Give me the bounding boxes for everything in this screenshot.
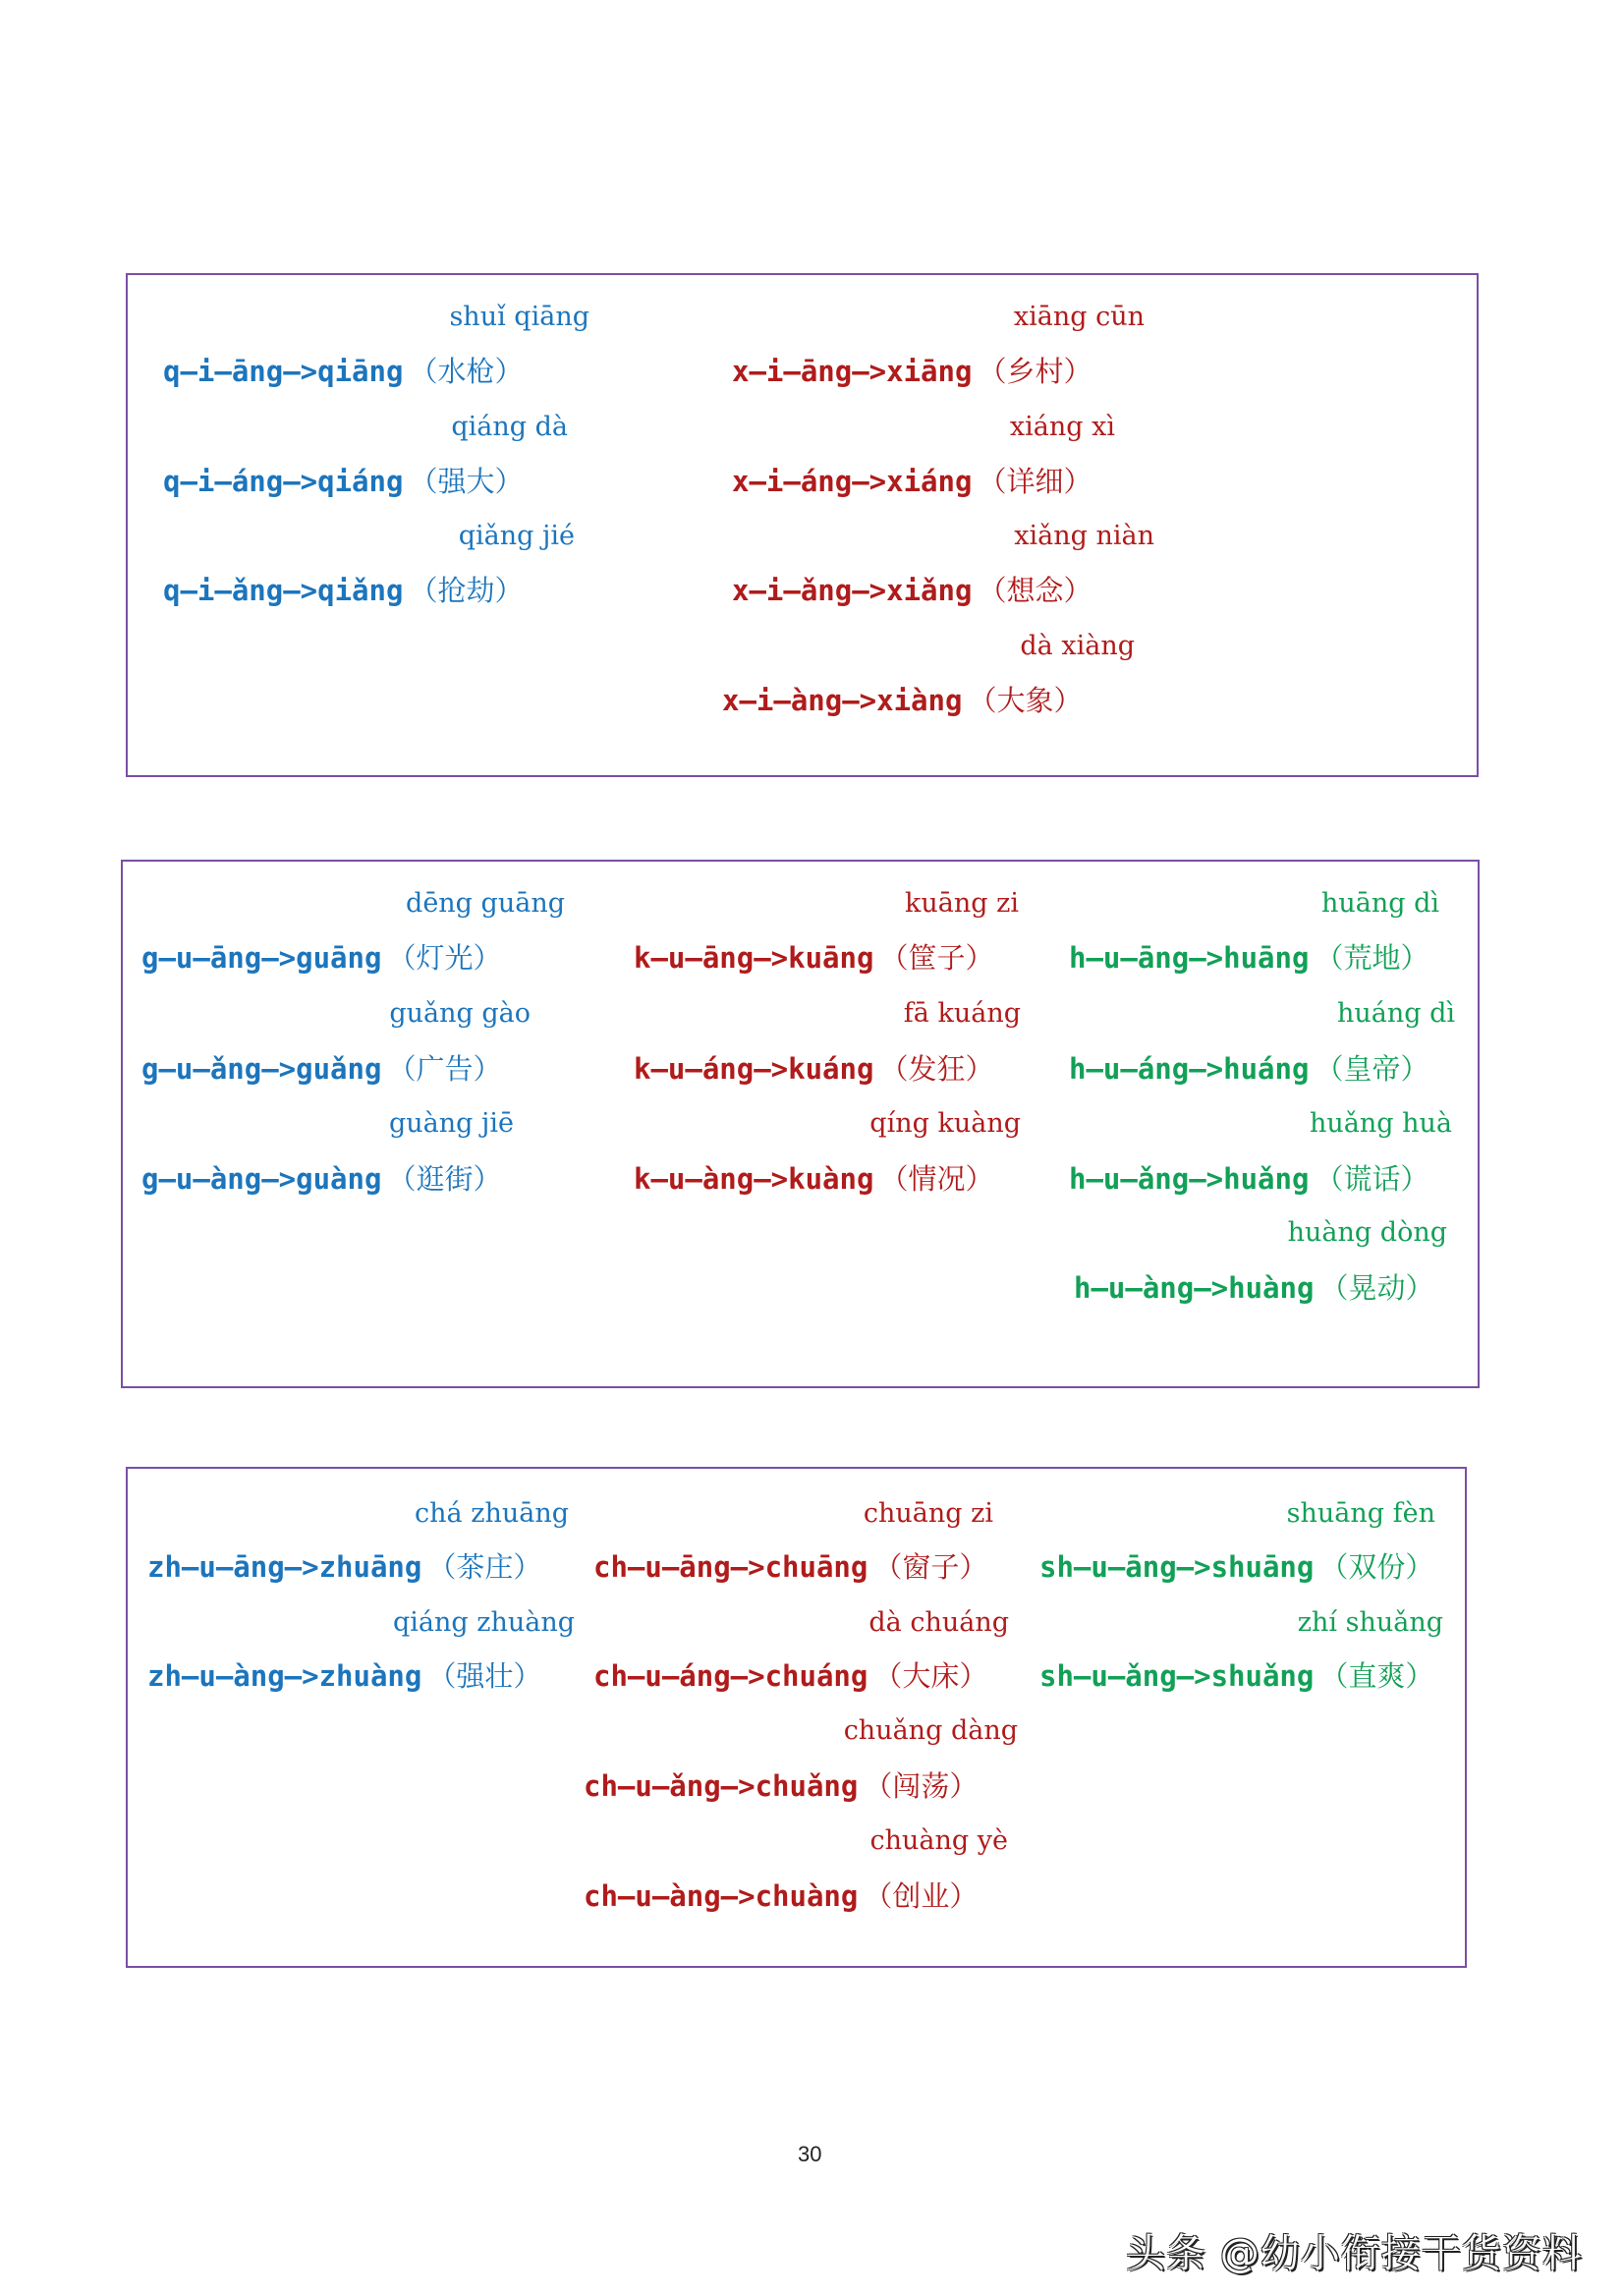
formula-text: h—u—ǎng—>huǎng (1069, 1162, 1310, 1196)
formula-text: q—i—áng—>qiáng (163, 465, 404, 498)
spelling-formula (147, 1549, 541, 1585)
pinyin-label: xiāng cūn (1013, 302, 1145, 332)
chinese-word: （荒地） (1315, 941, 1429, 975)
chinese-word: （谎话） (1315, 1162, 1429, 1196)
chinese-word: （大象） (968, 684, 1083, 717)
spelling-formula (732, 464, 1092, 499)
spelling-formula (163, 464, 523, 499)
spelling-formula (141, 1161, 501, 1197)
pinyin-label: shuǐ qiāng (449, 302, 589, 332)
formula-text: sh—u—ǎng—>shuǎng (1039, 1659, 1315, 1693)
spelling-formula (163, 354, 523, 389)
spelling-formula (634, 1051, 993, 1087)
chinese-word: （详细） (978, 465, 1092, 498)
pinyin-label: huáng dì (1336, 998, 1455, 1029)
spelling-formula (732, 354, 1092, 389)
formula-text: k—u—āng—>kuāng (634, 941, 874, 975)
watermark: 头条 @幼小衔接干货资料 (1126, 2231, 1583, 2276)
pinyin-label: xiáng xì (1009, 412, 1115, 442)
spelling-formula (1069, 1051, 1428, 1087)
chinese-word: （皇帝） (1315, 1052, 1429, 1086)
pinyin-label: guàng jiē (388, 1108, 514, 1139)
chinese-word: （想念） (978, 574, 1092, 607)
formula-text: x—i—āng—>xiāng (732, 355, 973, 388)
chinese-word: （强大） (409, 465, 524, 498)
formula-text: q—i—āng—>qiāng (163, 355, 404, 388)
spelling-formula (141, 940, 501, 976)
pinyin-label: chuāng zi (863, 1498, 993, 1529)
spelling-formula (732, 573, 1092, 608)
pinyin-label: qiáng dà (451, 412, 568, 442)
pinyin-label: huāng dì (1320, 888, 1439, 919)
pinyin-label: chuàng yè (869, 1825, 1008, 1856)
chinese-word: （抢劫） (409, 574, 524, 607)
page-number: 30 (798, 2142, 822, 2166)
pinyin-label: chá zhuāng (415, 1498, 569, 1529)
formula-text: h—u—áng—>huáng (1069, 1052, 1310, 1086)
chinese-word: （乡村） (978, 355, 1092, 388)
pinyin-label: xiǎng niàn (1014, 521, 1154, 551)
pinyin-label: qíng kuàng (869, 1108, 1021, 1139)
chinese-word: （闯荡） (864, 1769, 979, 1803)
pinyin-label: huǎng huà (1309, 1108, 1452, 1139)
formula-text: k—u—àng—>kuàng (634, 1162, 874, 1196)
chinese-word: （灯光） (387, 941, 502, 975)
chinese-word: （晃动） (1319, 1271, 1434, 1305)
formula-text: k—u—áng—>kuáng (634, 1052, 874, 1086)
spelling-formula (141, 1051, 501, 1087)
spelling-formula (1069, 940, 1428, 976)
formula-text: sh—u—āng—>shuāng (1039, 1550, 1315, 1584)
formula-text: g—u—ǎng—>guǎng (141, 1052, 382, 1086)
chinese-word: （双份） (1319, 1550, 1434, 1584)
pinyin-label: guǎng gào (389, 998, 531, 1029)
formula-text: ch—u—áng—>chuáng (593, 1659, 868, 1693)
spelling-formula (147, 1658, 541, 1694)
formula-text: zh—u—àng—>zhuàng (147, 1659, 422, 1693)
pinyin-label: fā kuáng (903, 998, 1021, 1029)
chinese-word: （发狂） (879, 1052, 994, 1086)
spelling-formula (722, 683, 1082, 718)
pinyin-label: kuāng zi (905, 888, 1019, 919)
chinese-word: （直爽） (1319, 1659, 1434, 1693)
formula-text: zh—u—āng—>zhuāng (147, 1550, 422, 1584)
chinese-word: （逛街） (387, 1162, 502, 1196)
pinyin-label: dà xiàng (1020, 631, 1135, 661)
chinese-word: （广告） (387, 1052, 502, 1086)
pinyin-label: zhí shuǎng (1297, 1607, 1443, 1638)
chinese-word: （水枪） (409, 355, 524, 388)
chinese-word: （茶庄） (427, 1550, 542, 1584)
spelling-formula (634, 940, 993, 976)
chinese-word: （情况） (879, 1162, 994, 1196)
chinese-word: （大床） (873, 1659, 988, 1693)
spelling-formula (584, 1878, 978, 1914)
pinyin-label: dà chuáng (868, 1607, 1009, 1638)
pinyin-label: huàng dòng (1287, 1217, 1447, 1248)
pinyin-box-uang (121, 860, 1480, 1388)
spelling-formula (593, 1658, 987, 1694)
chinese-word: （强壮） (427, 1659, 542, 1693)
spelling-formula (1039, 1549, 1433, 1585)
formula-text: ch—u—ǎng—>chuǎng (584, 1769, 859, 1803)
pinyin-label: shuāng fèn (1286, 1498, 1435, 1529)
spelling-formula (634, 1161, 993, 1197)
formula-text: x—i—áng—>xiáng (732, 465, 973, 498)
chinese-word: （创业） (864, 1879, 979, 1913)
formula-text: ch—u—āng—>chuāng (593, 1550, 868, 1584)
formula-text: ch—u—àng—>chuàng (584, 1879, 859, 1913)
formula-text: h—u—āng—>huāng (1069, 941, 1310, 975)
formula-text: q—i—ǎng—>qiǎng (163, 574, 404, 607)
spelling-formula (1069, 1161, 1428, 1197)
formula-text: h—u—àng—>huàng (1074, 1271, 1315, 1305)
spelling-formula (1074, 1270, 1433, 1306)
formula-text: g—u—āng—>guāng (141, 941, 382, 975)
spelling-formula (593, 1549, 987, 1585)
formula-text: x—i—ǎng—>xiǎng (732, 574, 973, 607)
pinyin-label: qiáng zhuàng (392, 1607, 575, 1638)
pinyin-label: dēng guāng (406, 888, 565, 919)
spelling-formula (584, 1768, 978, 1804)
formula-text: g—u—àng—>guàng (141, 1162, 382, 1196)
pinyin-label: qiǎng jié (458, 521, 575, 551)
chinese-word: （筐子） (879, 941, 994, 975)
spelling-formula (163, 573, 523, 608)
spelling-formula (1039, 1658, 1433, 1694)
chinese-word: （窗子） (873, 1550, 988, 1584)
pinyin-label: chuǎng dàng (843, 1715, 1018, 1746)
formula-text: x—i—àng—>xiàng (722, 684, 963, 717)
